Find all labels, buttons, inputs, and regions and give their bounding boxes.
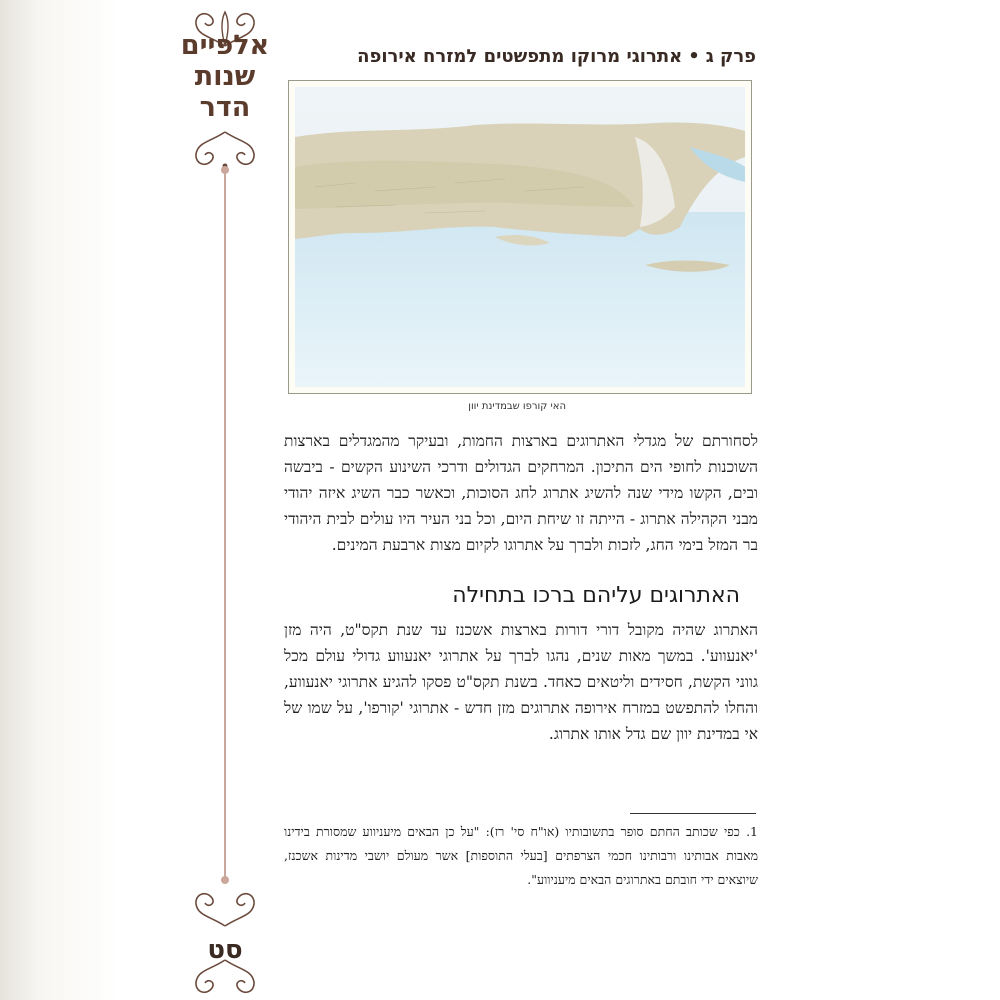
- chapter-title: אתרוגי מרוקו מתפשטים למזרח אירופה: [357, 46, 683, 67]
- section-heading: האתרוגים עליהם ברכו בתחילה: [452, 583, 740, 608]
- body-paragraph: לסחורתם של מגדלי האתרוגים בארצות החמות, ובעיקר מהמגדלים בארצות השוכנות לחופי הים התיכון. המרחקים הגדולים ודרכי השינוע הקשים - ביבשה ובים, הקשו מידי שנה להשיג אתרוג לחג הסוכות, וכאשר כבר השיג איזה יהודי מבני הקהילה אתרוג - הייתה זו שיחת היום, וכל בני העיר היו עולים לבית היהודי בר המזל בימי החג, לזכות ולברך על אתרוגו לקיום מצות ארבעת המינים.: [284, 432, 758, 554]
- sidebar-title-line: שנות: [194, 61, 256, 92]
- sidebar-title-line: אלפיים: [180, 30, 270, 61]
- page-number-top-ornament: [190, 886, 260, 930]
- sidebar-title-line: הדר: [199, 92, 251, 123]
- body-paragraph: האתרוג שהיה מקובל דורי דורות בארצות אשכנז עד שנת תקס"ט, היה מזן 'יאנעווע'. במשך מאות שנים, נהגו לברך על אתרוגי יאנעווע גדולי עולם מכל גווני הקשת, חסידים וליטאים כאחד. בשנת תקס"ט פסקו להגיע אתרוגי יאנעווע, והחלו להתפשט במזרח אירופה אתרוגים מזן חדש - אתרוגי 'קורפו', על שמו של אי במדינת יוון שם גדל אותו אתרוג.: [284, 621, 758, 743]
- page-number: סט: [207, 935, 243, 965]
- photo-frame: [288, 80, 752, 394]
- figure-caption: האי קורפו שבמדינת יוון: [468, 401, 566, 412]
- footnote-separator: [630, 813, 756, 814]
- sidebar-book-title: [180, 30, 270, 123]
- header-separator-dot: •: [688, 46, 700, 67]
- footnote: 1. כפי שכותב החתם סופר בתשובותיו (או"ח סי' רז): "על כן הבאים מיעניווע שמסורת בידינו מאבות אבותינו ורבותינו חכמי הצרפתים [בעלי התוספות] אשר מעולם יושבי מדינות אשכנז, שיוצאים ידי חובתם באתרוגים הבאים מיעניווע".: [284, 824, 758, 887]
- running-header: [290, 46, 756, 67]
- page-number-bottom-ornament: [190, 956, 260, 1000]
- vertical-margin-rule: [224, 170, 226, 880]
- chapter-label: פרק ג: [705, 46, 756, 67]
- corfu-island-photo: [295, 87, 745, 387]
